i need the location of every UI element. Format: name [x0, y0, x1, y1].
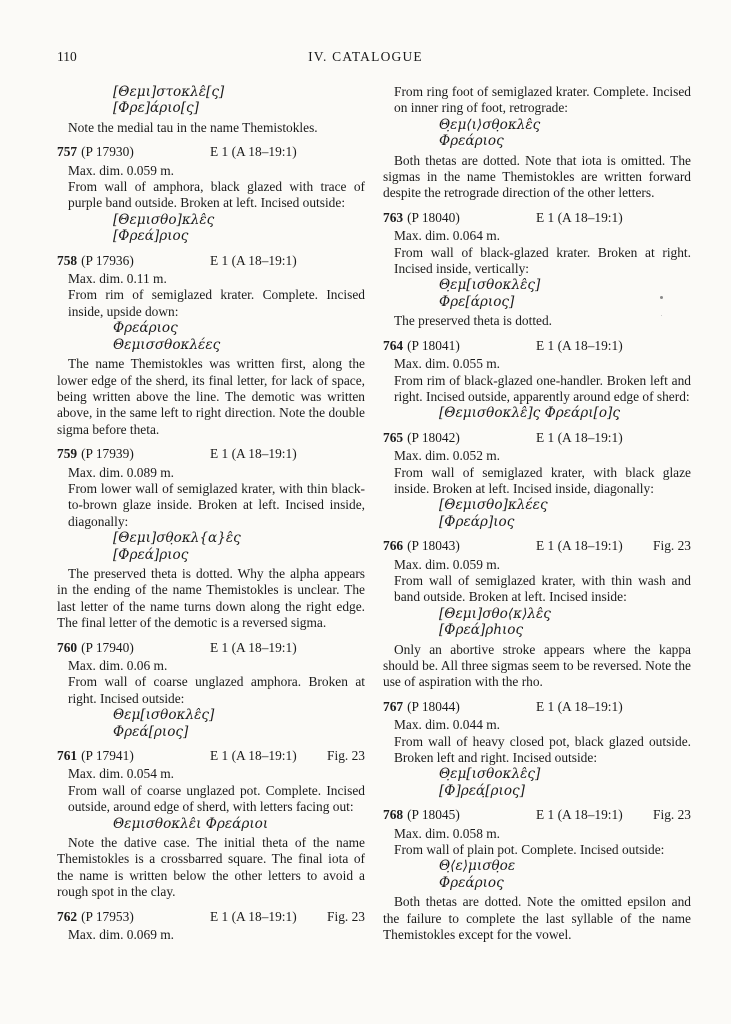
- greek-transcription-line: Θ̣εμ[ισθοκλε̂ς]: [439, 277, 541, 294]
- entry-heading: [383, 699, 691, 715]
- description: From lower wall of semiglazed krater, with thin black-to-brown glaze inside. Broken at left. Incised inside, diagonally:: [68, 480, 365, 529]
- catalogue-entry-758: [57, 253, 365, 438]
- description: From wall of coarse unglazed pot. Complete. Incised outside, around edge of sherd, with letters facing out:: [68, 782, 365, 815]
- entry-heading: [57, 640, 365, 656]
- entry-heading: [383, 338, 691, 354]
- entry-id: [383, 430, 536, 446]
- greek-transcription-line: Θεμ[ισθοκλε̂ς]: [113, 707, 215, 724]
- commentary-note: Only an abortive stroke appears where the kappa should be. All three sigmas seem to be reversed. Note the use of aspiration with the rho.: [383, 641, 691, 690]
- deposit-reference: E 1 (A 18–19:1): [536, 698, 623, 714]
- entry-id: [383, 338, 536, 354]
- greek-transcription-line: Θ̣⟨ε⟩μισθ̣οε: [439, 858, 516, 875]
- greek-transcription-line: Φρεάριος: [439, 133, 504, 150]
- description: From rim of semiglazed krater. Complete. Incised inside, upside down:: [68, 287, 365, 319]
- deposit-reference: E 1 (A 18–19:1): [210, 252, 297, 268]
- commentary-note: The preserved theta is dotted. Why the alpha appears in the ending of the name Themistokles is unclear. The last letter of the name turns down along the right edge. The final letter of the demotic is a reversed sigma.: [57, 565, 365, 631]
- max-dimension: Max. dim. 0.059 m.: [394, 556, 501, 572]
- max-dimension: Max. dim. 0.054 m.: [68, 766, 175, 782]
- entry-heading: [57, 748, 365, 764]
- entry-id: [383, 807, 536, 823]
- deposit-reference: E 1 (A 18–19:1): [210, 748, 297, 764]
- greek-transcription-line: [Φρεά]ριος: [113, 228, 189, 245]
- deposit-reference: E 1 (A 18–19:1): [210, 446, 297, 462]
- deposit-reference: E 1 (A 18–19:1): [536, 337, 623, 353]
- deposit-reference: E 1 (A 18–19:1): [210, 908, 297, 924]
- greek-transcription-line: [Θεμι]σθο⟨κ⟩λε̂ς: [439, 605, 551, 622]
- entry-756-continuation: [57, 84, 365, 136]
- commentary-note: Both thetas are dotted. Note the omitted epsilon and the failure to complete the last syllable of the name Themistokles except for the vowel.: [383, 894, 691, 943]
- entry-number: 760: [57, 639, 78, 655]
- entry-number: 758: [57, 252, 78, 268]
- inventory-number: (P 18043): [407, 538, 460, 554]
- entry-number: 765: [383, 429, 404, 445]
- description: From wall of semiglazed krater, with black glaze inside. Broken at left. Incised inside, diagonally:: [394, 464, 691, 496]
- entry-heading: [383, 430, 691, 446]
- entry-id: [57, 144, 210, 160]
- greek-transcription-line: [Θεμι]στοκλε̂[ς]: [113, 84, 225, 100]
- max-dimension: Max. dim. 0.064 m.: [394, 228, 501, 244]
- description: From wall of coarse unglazed amphora. Broken at right. Incised outside:: [68, 674, 365, 706]
- greek-transcription-line: Φρεάριος: [439, 874, 504, 891]
- greek-transcription-line: Θεμισθοκλε̂ι Φρεάριοι: [113, 815, 269, 832]
- entry-heading: [383, 210, 691, 226]
- entry-number: 764: [383, 337, 404, 353]
- running-head: IV. CATALOGUE: [308, 49, 423, 64]
- catalogue-entry-757: [57, 144, 365, 244]
- figure-reference: Fig. 23: [653, 807, 691, 823]
- inventory-number: (P 17940): [81, 639, 134, 655]
- inventory-number: (P 18044): [407, 698, 460, 714]
- catalogue-entry-759: [57, 446, 365, 631]
- entry-heading: [57, 446, 365, 462]
- max-dimension: Max. dim. 0.069 m.: [68, 927, 175, 943]
- description: From rim of black-glazed one-handler. Broken left and right. Incised outside, apparently around edge of sherd:: [394, 372, 691, 404]
- greek-transcription-line: Θ̣εμ[ισθοκλε̂ς]: [439, 766, 541, 783]
- figure-reference: Fig. 23: [653, 538, 691, 554]
- max-dimension: Max. dim. 0.11 m.: [68, 271, 167, 287]
- entry-id: [383, 538, 536, 554]
- scan-artifact: [660, 296, 663, 299]
- greek-transcription-line: [Φ]ρεά̣[ριος]: [439, 782, 525, 799]
- entry-id: [57, 748, 210, 764]
- commentary-note: The preserved theta is dotted.: [394, 313, 553, 329]
- inventory-number: (P 18042): [407, 429, 460, 445]
- max-dimension: Max. dim. 0.06 m.: [68, 658, 168, 673]
- entry-id: [57, 446, 210, 462]
- entry-heading: [57, 144, 365, 160]
- greek-transcription-line: [Φρεάρ]ιος: [439, 513, 515, 530]
- description: From wall of amphora, black glazed with trace of purple band outside. Broken at left. Incised outside:: [68, 179, 365, 211]
- entry-number: 763: [383, 209, 404, 225]
- commentary-note: Note the dative case. The initial theta of the name Themistokles is a crossbarred square. The final iota of the name is written below the other letters to avoid a rough spot in the clay.: [57, 835, 365, 900]
- right-column: [383, 84, 691, 944]
- entry-number: 766: [383, 538, 404, 554]
- max-dimension: Max. dim. 0.055 m.: [394, 356, 501, 372]
- entry-number: 761: [57, 748, 78, 764]
- greek-transcription-line: Φρεά[ριος]: [113, 723, 189, 740]
- max-dimension: Max. dim. 0.058 m.: [394, 825, 501, 841]
- inventory-number: (P 18040): [407, 209, 460, 225]
- description: From wall of heavy closed pot, black glazed outside. Broken left and right. Incised outside:: [394, 733, 691, 766]
- entry-number: 757: [57, 144, 78, 160]
- commentary-note: The name Themistokles was written first, along the lower edge of the sherd, its final letter, for lack of space, being written above the line. The demotic was written above, in the same left to right direction. Note the double sigma before theta.: [57, 356, 365, 437]
- entry-id: [57, 640, 210, 656]
- description: From wall of semiglazed krater, with thin wash and band outside. Broken at left. Incised inside:: [394, 572, 691, 605]
- entry-heading: [383, 807, 691, 823]
- inventory-number: (P 17930): [81, 144, 134, 160]
- greek-transcription-line: [Θεμισθο]κλε̂ς: [113, 211, 215, 228]
- catalogue-entry-762: [57, 909, 365, 944]
- catalogue-entry-766: [383, 538, 691, 691]
- inventory-number: (P 17939): [81, 446, 134, 462]
- catalogue-entry-767: [383, 699, 691, 799]
- deposit-reference: E 1 (A 18–19:1): [210, 639, 297, 655]
- entry-number: 767: [383, 698, 404, 714]
- greek-transcription-line: Θ̣εμ⟨ι⟩σθ̣οκλε̂ς: [439, 116, 541, 133]
- greek-transcription-line: [Θεμισθοκλε̂]ς Φρεάρι[ο]ς̣: [439, 405, 620, 422]
- deposit-reference: E 1 (A 18–19:1): [536, 429, 623, 445]
- entry-id: [57, 253, 210, 269]
- page-header: [0, 0, 731, 67]
- greek-transcription-line: [Φρεά]ριος: [113, 546, 189, 563]
- commentary-note: Note the medial tau in the name Themistokles.: [68, 119, 318, 135]
- entry-id: [383, 210, 536, 226]
- commentary-note: Both thetas are dotted. Note that iota is omitted. The sigmas in the name Themistokles are written forward despite the retrograde direction of the other letters.: [383, 152, 691, 201]
- entry-heading: [57, 909, 365, 925]
- entry-number: 762: [57, 908, 78, 924]
- greek-transcription-line: Φρε[άριος]: [439, 293, 515, 310]
- entry-id: [57, 909, 210, 925]
- greek-transcription-line: [Θεμισθο]κλέες: [439, 497, 548, 514]
- greek-transcription-line: Θεμισσθοκλέες: [113, 336, 221, 353]
- inventory-number: (P 18045): [407, 807, 460, 823]
- description: From ring foot of semiglazed krater. Complete. Incised on inner ring of foot, retrograde:: [394, 84, 691, 116]
- catalogue-entry-765: [383, 430, 691, 530]
- deposit-reference: E 1 (A 18–19:1): [210, 144, 297, 160]
- entry-number: 759: [57, 446, 78, 462]
- greek-transcription-line: [Φρε]άριο[ς]: [113, 100, 199, 117]
- max-dimension: Max. dim. 0.059 m.: [68, 162, 175, 178]
- max-dimension: Max. dim. 0.044 m.: [394, 717, 501, 733]
- left-column: [57, 84, 365, 944]
- catalogue-entry-761: [57, 748, 365, 901]
- entry-762-continuation: [383, 84, 691, 202]
- inventory-number: (P 18041): [407, 337, 460, 353]
- greek-transcription-line: [Θεμι]σθ̣οκλ{α}ε̂ς: [113, 530, 241, 547]
- two-column-text: [0, 84, 731, 944]
- greek-transcription-line: Φρεάριος: [113, 320, 178, 337]
- greek-transcription-line: [Φρεά]ρhιος: [439, 622, 524, 639]
- entry-heading: [383, 538, 691, 554]
- entry-heading: [57, 253, 365, 269]
- description: From wall of plain pot. Complete. Incised outside:: [394, 842, 665, 858]
- max-dimension: Max. dim. 0.052 m.: [394, 448, 501, 464]
- catalogue-entry-764: [383, 338, 691, 422]
- catalogue-entry-763: [383, 210, 691, 330]
- deposit-reference: E 1 (A 18–19:1): [536, 538, 623, 554]
- catalogue-entry-760: [57, 640, 365, 740]
- page-number: 110: [57, 49, 77, 64]
- inventory-number: (P 17953): [81, 908, 134, 924]
- deposit-reference: E 1 (A 18–19:1): [536, 807, 623, 823]
- inventory-number: (P 17941): [81, 748, 134, 764]
- figure-reference: Fig. 23: [327, 748, 365, 764]
- description: From wall of black-glazed krater. Broken at right. Incised inside, vertically:: [394, 244, 691, 277]
- catalogue-entry-768: [383, 807, 691, 943]
- inventory-number: (P 17936): [81, 252, 134, 268]
- entry-id: [383, 699, 536, 715]
- entry-number: 768: [383, 807, 404, 823]
- figure-reference: Fig. 23: [327, 908, 365, 924]
- deposit-reference: E 1 (A 18–19:1): [536, 209, 623, 225]
- max-dimension: Max. dim. 0.089 m.: [68, 464, 175, 480]
